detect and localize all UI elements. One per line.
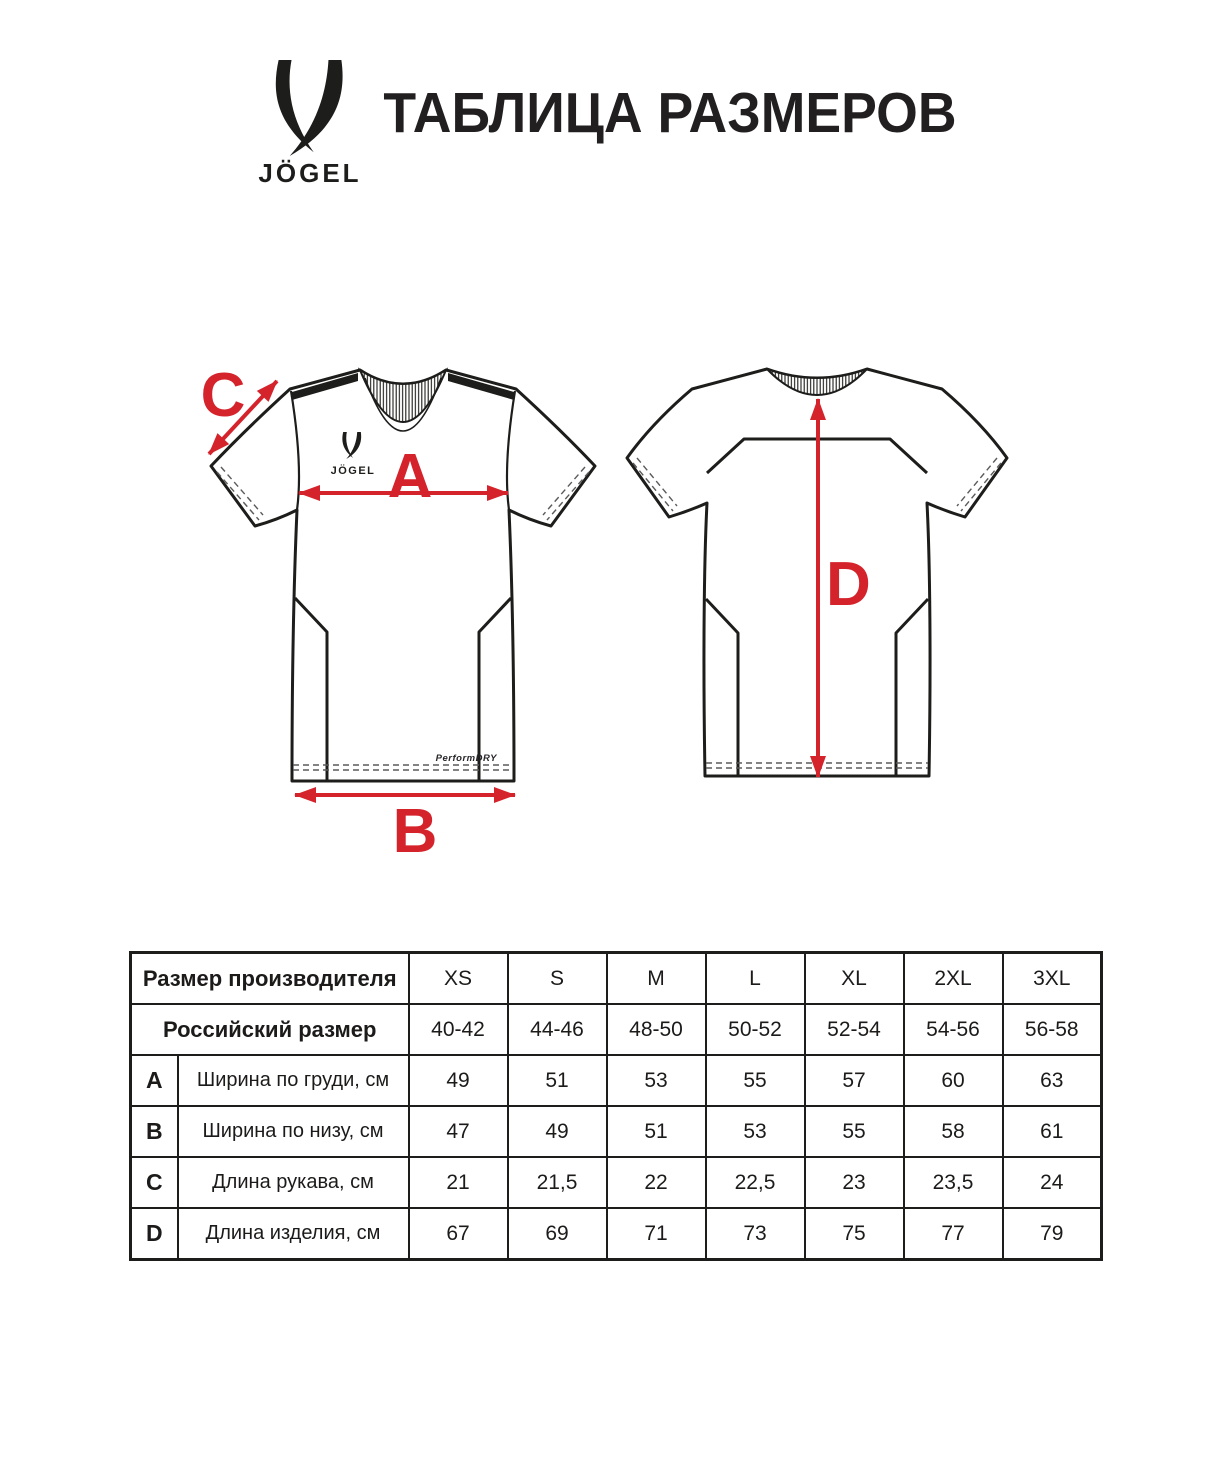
russian-size-cell: 48-50 bbox=[607, 1004, 706, 1055]
sleeve-letter: C bbox=[200, 361, 246, 430]
measure-cell: 79 bbox=[1003, 1208, 1102, 1260]
size-name-cell: 2XL bbox=[904, 953, 1003, 1005]
size-name-cell: 3XL bbox=[1003, 953, 1102, 1005]
russian-size-cell: 54-56 bbox=[904, 1004, 1003, 1055]
measure-cell: 63 bbox=[1003, 1055, 1102, 1106]
russian-size-cell: 50-52 bbox=[706, 1004, 805, 1055]
russian-row-label: Российский размер bbox=[131, 1004, 409, 1055]
measure-cell: 71 bbox=[607, 1208, 706, 1260]
measure-cell: 55 bbox=[706, 1055, 805, 1106]
chest-brand-text: JÖGEL bbox=[330, 465, 376, 477]
measure-cell: 51 bbox=[508, 1055, 607, 1106]
tshirt-back-diagram bbox=[617, 361, 1037, 801]
measure-label: Длина изделия, см bbox=[178, 1208, 409, 1260]
measure-cell: 60 bbox=[904, 1055, 1003, 1106]
page-title: ТАБЛИЦА РАЗМЕРОВ bbox=[383, 81, 957, 145]
measure-letter: D bbox=[131, 1208, 178, 1260]
size-name-cell: XL bbox=[805, 953, 904, 1005]
manufacturer-row-label: Размер производителя bbox=[131, 953, 409, 1005]
measure-cell: 21 bbox=[409, 1157, 508, 1208]
chest-letter: A bbox=[387, 442, 433, 511]
measure-cell: 67 bbox=[409, 1208, 508, 1260]
measure-cell: 69 bbox=[508, 1208, 607, 1260]
measure-letter: C bbox=[131, 1157, 178, 1208]
measure-letter: B bbox=[131, 1106, 178, 1157]
measure-cell: 73 bbox=[706, 1208, 805, 1260]
measure-cell: 51 bbox=[607, 1106, 706, 1157]
russian-size-cell: 56-58 bbox=[1003, 1004, 1102, 1055]
manufacturer-size-row bbox=[131, 953, 1102, 1005]
fabric-label: PerformDRY bbox=[435, 753, 497, 764]
measure-cell: 22 bbox=[607, 1157, 706, 1208]
measure-cell: 23 bbox=[805, 1157, 904, 1208]
measure-cell: 75 bbox=[805, 1208, 904, 1260]
measure-letter: A bbox=[131, 1055, 178, 1106]
tshirt-front-diagram bbox=[193, 358, 613, 868]
russian-size-cell: 40-42 bbox=[409, 1004, 508, 1055]
measure-cell: 58 bbox=[904, 1106, 1003, 1157]
measurement-row-a bbox=[131, 1055, 1102, 1106]
measure-cell: 55 bbox=[805, 1106, 904, 1157]
measure-cell: 57 bbox=[805, 1055, 904, 1106]
measure-cell: 61 bbox=[1003, 1106, 1102, 1157]
hem-letter: B bbox=[392, 797, 438, 866]
measure-cell: 22,5 bbox=[706, 1157, 805, 1208]
size-name-cell: M bbox=[607, 953, 706, 1005]
measure-label: Ширина по низу, см bbox=[178, 1106, 409, 1157]
brand-name: JÖGEL bbox=[258, 158, 362, 188]
russian-size-cell: 44-46 bbox=[508, 1004, 607, 1055]
measure-cell: 21,5 bbox=[508, 1157, 607, 1208]
measure-cell: 49 bbox=[409, 1055, 508, 1106]
measure-cell: 23,5 bbox=[904, 1157, 1003, 1208]
size-name-cell: L bbox=[706, 953, 805, 1005]
measurement-row-b bbox=[131, 1106, 1102, 1157]
measure-cell: 24 bbox=[1003, 1157, 1102, 1208]
measure-cell: 47 bbox=[409, 1106, 508, 1157]
measure-cell: 53 bbox=[706, 1106, 805, 1157]
measure-cell: 53 bbox=[607, 1055, 706, 1106]
measurement-row-d bbox=[131, 1208, 1102, 1260]
measure-label: Длина рукава, см bbox=[178, 1157, 409, 1208]
measure-cell: 77 bbox=[904, 1208, 1003, 1260]
size-name-cell: XS bbox=[409, 953, 508, 1005]
measurement-row-c bbox=[131, 1157, 1102, 1208]
russian-size-row bbox=[131, 1004, 1102, 1055]
length-letter: D bbox=[826, 550, 871, 619]
size-table bbox=[129, 951, 1103, 1261]
russian-size-cell: 52-54 bbox=[805, 1004, 904, 1055]
measure-label: Ширина по груди, см bbox=[178, 1055, 409, 1106]
measure-cell: 49 bbox=[508, 1106, 607, 1157]
size-name-cell: S bbox=[508, 953, 607, 1005]
